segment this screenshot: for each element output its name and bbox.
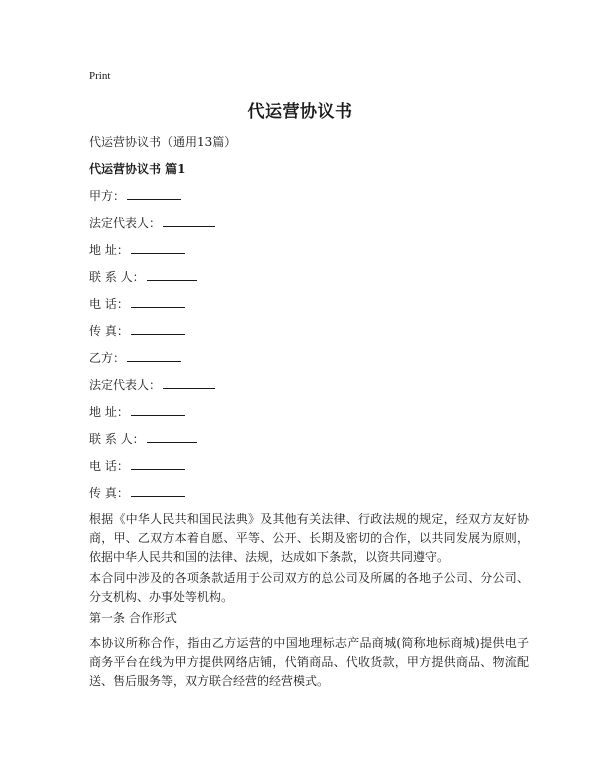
field-label: 传 真： (89, 324, 129, 338)
field-blank (131, 241, 185, 254)
party-b-address-field (89, 403, 185, 420)
field-blank (127, 349, 181, 362)
article-heading: 第一条 合作形式 (89, 611, 177, 625)
party-a-phone-field (89, 295, 185, 312)
print-label[interactable]: Print (89, 70, 111, 82)
field-label: 电 话： (89, 297, 129, 311)
field-blank (131, 295, 185, 308)
party-b-phone-field (89, 457, 185, 474)
section-heading: 代运营协议书 篇1 (89, 162, 186, 176)
party-b-fax-field (89, 484, 185, 501)
field-blank (131, 457, 185, 470)
field-blank (163, 376, 215, 389)
party-b-legal-rep-field (89, 376, 215, 393)
field-label: 电 话： (89, 459, 129, 473)
party-a-name-field (89, 187, 181, 204)
document-title: 代运营协议书 (247, 102, 353, 122)
field-label: 乙方： (89, 351, 126, 365)
document-subtitle: 代运营协议书（通用13篇） (89, 135, 237, 149)
party-b-contact-field (89, 430, 197, 447)
field-label: 法定代表人： (89, 378, 162, 392)
field-blank (131, 403, 185, 416)
field-blank (147, 430, 197, 443)
party-a-fax-field (89, 322, 185, 339)
party-a-contact-field (89, 268, 197, 285)
party-b-name-field (89, 349, 181, 366)
field-blank (127, 187, 181, 200)
field-label: 甲方： (89, 189, 126, 203)
field-label: 联 系 人： (89, 432, 145, 446)
field-label: 地 址： (89, 243, 129, 257)
paragraph-scope: 本合同中涉及的各项条款适用于公司双方的总公司及所属的各地子公司、分公司、分支机构、办事处等机构。 (89, 571, 529, 604)
party-a-legal-rep-field (89, 214, 215, 231)
field-blank (131, 322, 185, 335)
field-blank (163, 214, 215, 227)
field-blank (131, 484, 185, 497)
field-blank (147, 268, 197, 281)
paragraph-legal-basis: 根据《中华人民共和国民法典》及其他有关法律、行政法规的规定，经双方友好协商，甲、乙双方本着自愿、平等、公开、长期及密切的合作，以共同发展为原则，依据中华人民共和国的法律、法规，达成如下条款，以资共同遵守。 (89, 512, 529, 564)
field-label: 法定代表人： (89, 216, 162, 230)
field-label: 地 址： (89, 405, 129, 419)
paragraph-cooperation: 本协议所称合作，指由乙方运营的中国地理标志产品商城(简称地标商城)提供电子商务平台在线为甲方提供网络店铺，代销商品、代收货款，甲方提供商品、物流配送、售后服务等，双方联合经营的经营模式。 (89, 636, 529, 688)
party-a-address-field (89, 241, 185, 258)
field-label: 联 系 人： (89, 270, 145, 284)
field-label: 传 真： (89, 486, 129, 500)
